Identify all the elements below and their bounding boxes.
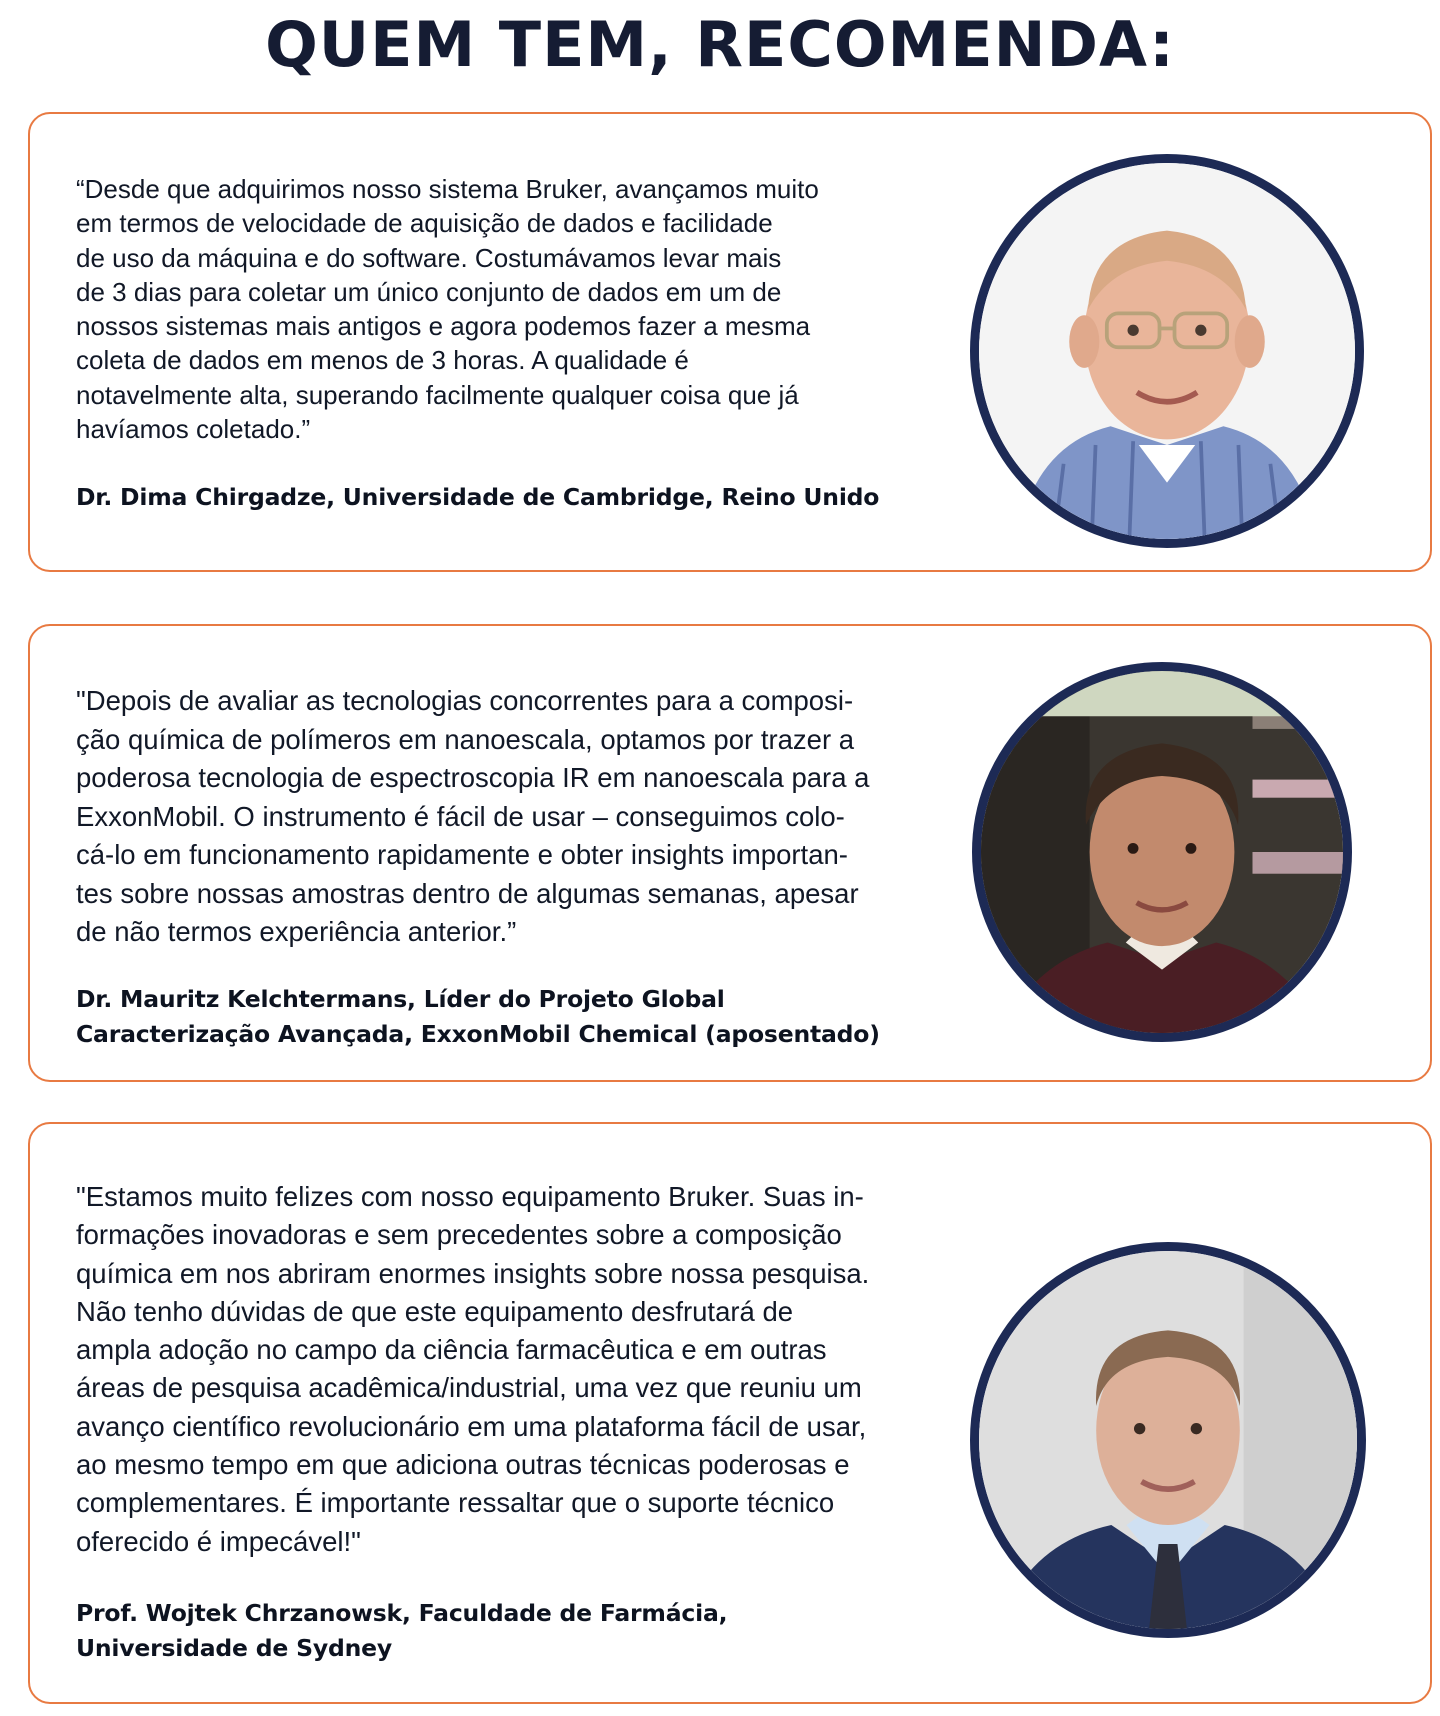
quote-line: notavelmente alta, superando facilmente qualquer coisa que já	[76, 379, 799, 410]
quote-line: ampla adoção no campo da ciência farmacêutica e em outras	[76, 1334, 827, 1366]
author-portrait	[972, 662, 1352, 1042]
quote-line: Não tenho dúvidas de que este equipamento desfrutará de	[76, 1295, 794, 1327]
quote-line: química em nos abriram enormes insights sobre nossa pesquisa.	[76, 1257, 870, 1289]
quote-line: poderosa tecnologia de espectroscopia IR em nanoescala para a	[76, 762, 870, 793]
author-portrait	[970, 154, 1364, 548]
quote-line: nossos sistemas mais antigos e agora podemos fazer a mesma	[76, 311, 811, 342]
quote-line: formações inovadoras e sem precedentes sobre a composição	[76, 1219, 842, 1251]
portrait-photo	[981, 671, 1343, 1033]
testimonial-quote	[76, 172, 956, 446]
quote-line: ExxonMobil. O instrumento é fácil de usar – conseguimos colo-	[76, 800, 845, 832]
quote-line: oferecido é impecável!"	[76, 1525, 361, 1557]
quote-line: "Estamos muito felizes com nosso equipamento Bruker. Suas in-	[76, 1181, 864, 1212]
author-line: Universidade de Sydney	[76, 1634, 392, 1662]
author-line: Dr. Mauritz Kelchtermans, Líder do Projeto Global	[76, 985, 725, 1013]
quote-line: coleta de dados em menos de 3 horas. A qualidade é	[76, 345, 689, 376]
quote-line: avanço científico revolucionário em uma plataforma fácil de usar,	[76, 1410, 867, 1442]
author-line: Prof. Wojtek Chrzanowsk, Faculdade de Farmácia,	[76, 1599, 728, 1627]
testimonial-quote	[76, 682, 956, 952]
quote-line: de uso da máquina e do software. Costumávamos levar mais	[76, 242, 782, 273]
quote-line: de 3 dias para coletar um único conjunto de dados em um de	[76, 276, 782, 307]
quote-line: em termos de velocidade de aquisição de dados e facilidade	[76, 208, 773, 239]
quote-line: ao mesmo tempo em que adiciona outras técnicas poderosas e	[76, 1449, 850, 1481]
testimonial-author	[76, 1596, 976, 1666]
testimonial-card	[28, 112, 1432, 572]
quote-line: ção química de polímeros em nanoescala, optamos por trazer a	[76, 723, 855, 755]
quote-line: tes sobre nossas amostras dentro de algumas semanas, apesar	[76, 877, 859, 909]
author-line: Caracterização Avançada, ExxonMobil Chemical (aposentado)	[76, 1020, 880, 1048]
testimonial-quote	[76, 1178, 956, 1561]
testimonial-card	[28, 624, 1432, 1082]
quote-line: complementares. É importante ressaltar que o suporte técnico	[76, 1487, 835, 1519]
quote-line: “Desde que adquirimos nosso sistema Bruker, avançamos muito	[76, 174, 819, 204]
portrait-photo	[979, 163, 1355, 539]
quote-line: de não termos experiência anterior.”	[76, 916, 517, 947]
quote-line: áreas de pesquisa acadêmica/industrial, uma vez que reuniu um	[76, 1372, 862, 1404]
quote-line: havíamos coletado.”	[76, 414, 311, 445]
testimonial-author	[76, 982, 976, 1052]
testimonial-card	[28, 1122, 1432, 1704]
quote-line: cá-lo em funcionamento rapidamente e obter insights importan-	[76, 839, 848, 870]
page-title: QUEM TEM, RECOMENDA:	[265, 8, 1175, 81]
portrait-photo	[979, 1251, 1357, 1629]
quote-line: "Depois de avaliar as tecnologias concorrentes para a composi-	[76, 685, 854, 716]
author-line: Dr. Dima Chirgadze, Universidade de Cambridge, Reino Unido	[76, 483, 880, 511]
testimonial-author	[76, 480, 976, 515]
author-portrait	[970, 1242, 1366, 1638]
